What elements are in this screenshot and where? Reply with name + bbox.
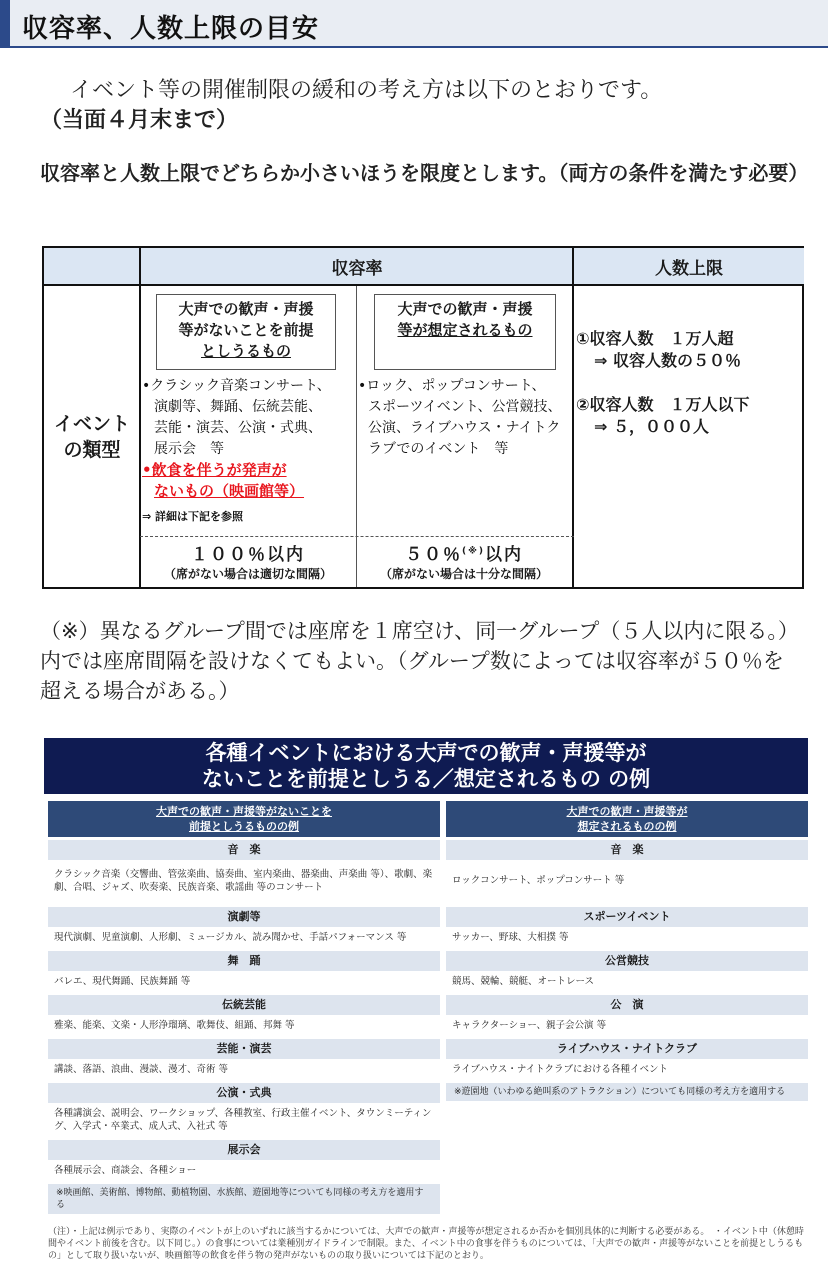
category-heading: 公営競技 — [446, 951, 808, 971]
quiet-item: •クラシック音楽コンサート、 — [142, 378, 331, 394]
left-examples-column — [48, 801, 440, 1214]
limit-2b: ⇒ ５，０００人 — [594, 417, 709, 436]
category-heading: 伝統芸能 — [48, 995, 440, 1015]
quiet-result-value: １００％以内 — [191, 545, 305, 565]
capacity-header: 収容率 — [140, 248, 574, 284]
category-heading: 舞 踊 — [48, 951, 440, 971]
category-heading: 公演・式典 — [48, 1083, 440, 1103]
category-heading: 音 楽 — [48, 840, 440, 860]
section-header — [0, 0, 828, 48]
loud-item: ラブでのイベント 等 — [368, 441, 509, 457]
category-examples: ロックコンサート、ポップコンサート 等 — [452, 875, 625, 886]
loud-item: 公演、ライブハウス・ナイトク — [368, 420, 561, 436]
category-heading: 公 演 — [446, 995, 808, 1015]
left-head-line-1: 大声での歓声・声援等がないことを — [156, 805, 332, 818]
row-label-line-2: の類型 — [63, 438, 121, 461]
loud-result-suffix: 以内 — [484, 545, 523, 565]
banner-line-2: ないことを前提としうる／想定されるもの の例 — [201, 767, 651, 791]
category-examples: 各種展示会、商談会、各種ショー — [54, 1165, 197, 1176]
right-footnote: ※遊園地（いわゆる絶叫系のアトラクション）についても同様の考え方を適用する — [446, 1083, 808, 1101]
lead-text: 収容率と人数上限でどちらか小さいほうを限度とします。（両方の条件を満たす必要） — [40, 161, 809, 185]
category-examples: サッカー、野球、大相撲 等 — [452, 932, 569, 943]
category-examples: 競馬、競輪、競艇、オートレース — [452, 976, 595, 987]
category-heading: ライブハウス・ナイトクラブ — [446, 1039, 808, 1059]
category-examples: 各種講演会、説明会、ワークショップ、各種教室、行政主催イベント、タウンミーティング、入学式・卒業式、成人式、入社式 等 — [54, 1108, 432, 1132]
category-examples: クラシック音楽（交響曲、管弦楽曲、協奏曲、室内楽曲、器楽曲、声楽曲 等）、歌劇、楽劇、合唱、ジャズ、吹奏楽、民族音楽、歌謡曲 等のコンサート — [54, 869, 433, 893]
result-divider — [140, 536, 574, 537]
capacity-table — [42, 246, 804, 589]
row-label-line-1: イベント — [53, 412, 130, 435]
banner-line-1: 各種イベントにおける大声での歓声・声援等が — [205, 741, 647, 765]
category-examples: 雅楽、能楽、文楽・人形浄瑠璃、歌舞伎、組踊、邦舞 等 — [54, 1020, 295, 1031]
quiet-box-line-2: 等がないことを前提 — [178, 321, 314, 339]
page-title: 収容率、人数上限の目安 — [22, 14, 320, 44]
quiet-result-note: （席がない場合は適切な間隔） — [163, 567, 332, 581]
examples-banner — [44, 738, 808, 794]
category-examples: ライブハウス・ナイトクラブにおける各種イベント — [452, 1064, 669, 1075]
right-head-line-1: 大声での歓声・声援等が — [566, 805, 688, 818]
loud-item: スポーツイベント、公営競技、 — [368, 399, 562, 415]
left-footnote: ※映画館、美術館、博物館、動植物園、水族館、遊園地等についても同様の考え方を適用する — [48, 1184, 440, 1214]
limit-1a: ①収容人数 １万人超 — [576, 329, 734, 348]
quiet-box-line-3: としうるもの — [200, 342, 291, 360]
table-corner-header — [44, 248, 140, 284]
left-head-line-2: 前提としうるものの例 — [189, 820, 299, 833]
category-heading: スポーツイベント — [446, 907, 808, 927]
category-examples: キャラクターショー、親子会公演 等 — [452, 1020, 607, 1031]
category-heading: 音 楽 — [446, 840, 808, 860]
limit-header: 人数上限 — [574, 248, 804, 284]
header-divider — [44, 284, 802, 286]
bottom-note: （注）・上記は例示であり、実際のイベントが上のいずれに該当するかについては、大声での歓声・声援等が想定されるか否かを個別具体的に判断する必要がある。 ・イベント中（休憩時間やイベント前後を含む。以下同じ。）の食事については業種別ガイドラインで制限。また、イベント中の食事を伴うものについては、「大声での歓声・声援等がないことを前提としうるもの」として取り扱いないが、映画館等の飲食を伴う物の発声がないものの取り扱いについては下記のとおり。 — [48, 1227, 804, 1261]
right-examples-column — [446, 801, 808, 1101]
category-examples: バレエ、現代舞踊、民族舞踊 等 — [54, 976, 191, 987]
quiet-item: 芸能・演芸、公演・式典、 — [154, 420, 322, 436]
quiet-item: 展示会 等 — [154, 441, 224, 457]
quiet-ref: ⇒ 詳細は下記を参照 — [142, 510, 244, 523]
quiet-item: 演劇等、舞踊、伝統芸能、 — [154, 399, 322, 415]
loud-result-note: （席がない場合は十分な間隔） — [379, 567, 548, 581]
category-examples: 現代演劇、児童演劇、人形劇、ミュージカル、読み聞かせ、手話パフォーマンス 等 — [54, 932, 407, 943]
loud-item: •ロック、ポップコンサート、 — [358, 378, 546, 394]
limit-cell — [576, 328, 806, 438]
loud-box-line-1: 大声での歓声・声援 — [397, 300, 533, 318]
loud-category-box — [374, 294, 556, 370]
limit-1b: ⇒ 収容人数の５０％ — [594, 351, 741, 370]
category-heading: 演劇等 — [48, 907, 440, 927]
quiet-red-line-1: •飲食を伴うが発声が — [142, 461, 287, 479]
category-heading: 芸能・演芸 — [48, 1039, 440, 1059]
category-heading: 展示会 — [48, 1140, 440, 1160]
loud-result-mark: (※) — [462, 546, 485, 557]
limit-2a: ②収容人数 １万人以下 — [576, 395, 750, 414]
intro-line-2: （当面４月末まで） — [40, 108, 239, 133]
right-column-header — [446, 801, 808, 837]
intro-text — [40, 76, 800, 136]
loud-examples — [358, 376, 572, 460]
intro-line-1: イベント等の開催制限の緩和の考え方は以下のとおりです。 — [70, 78, 663, 103]
right-head-line-2: 想定されるものの例 — [577, 820, 677, 833]
quiet-result — [140, 540, 356, 582]
quiet-box-line-1: 大声での歓声・声援 — [178, 300, 314, 318]
row-label — [44, 284, 140, 589]
note-text: （※）異なるグループ間では座席を１席空け、同一グループ（５人以内に限る。）内では座席間隔を設けなくてもよい。（グループ数によっては収容率が５０％を超える場合がある。） — [40, 619, 799, 703]
category-examples: 講談、落語、浪曲、漫談、漫才、奇術 等 — [54, 1064, 229, 1075]
quiet-category-box — [156, 294, 336, 370]
loud-result-value: ５０％ — [405, 545, 462, 565]
loud-result — [356, 540, 572, 582]
loud-box-line-2: 等が想定されるもの — [397, 321, 533, 339]
quiet-red-line-2: ないもの（映画館等） — [154, 482, 305, 500]
left-column-header — [48, 801, 440, 837]
quiet-examples — [142, 376, 352, 527]
